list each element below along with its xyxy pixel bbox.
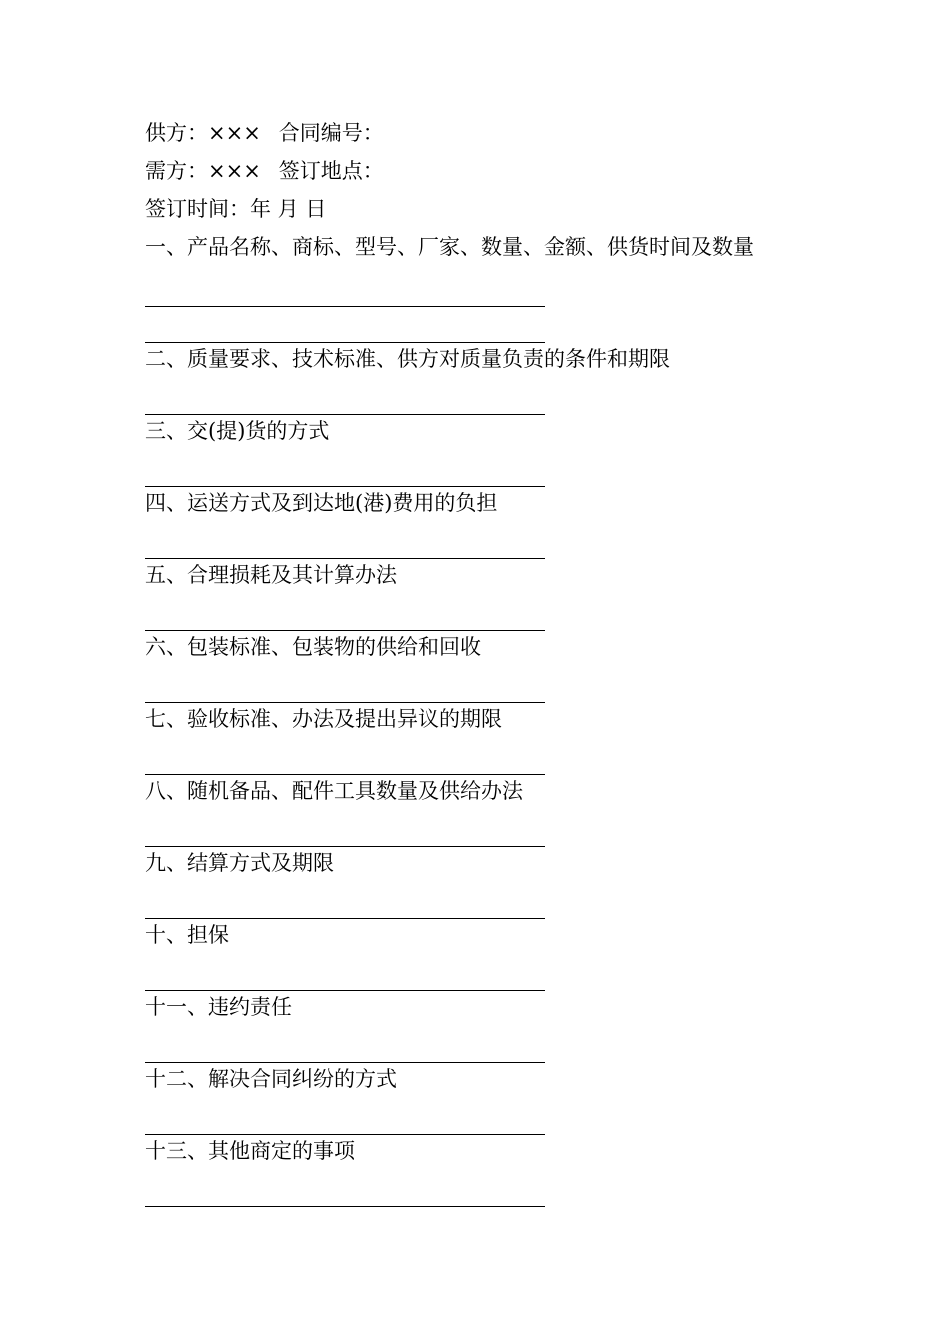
fill-in-blank-line[interactable] — [145, 1102, 545, 1138]
section-title: 十二、解决合同纠纷的方式 — [145, 1067, 397, 1091]
buyer-label: 需方： — [145, 159, 208, 183]
contract-sections — [145, 234, 845, 1210]
contract-document — [145, 120, 845, 1210]
fill-in-blank-line[interactable] — [145, 454, 545, 490]
fill-in-blank-line[interactable] — [145, 1174, 545, 1210]
section-title: 七、验收标准、办法及提出异议的期限 — [145, 707, 502, 731]
fill-in-blank-line[interactable] — [145, 742, 545, 778]
fill-in-blank-line[interactable] — [145, 886, 545, 922]
section-title: 六、包装标准、包装物的供给和回收 — [145, 635, 481, 659]
section-title: 五、合理损耗及其计算办法 — [145, 563, 397, 587]
fill-in-blank-line[interactable] — [145, 382, 545, 418]
buyer-line — [145, 158, 845, 196]
fill-in-blank-line[interactable] — [145, 526, 545, 562]
sign-time-value: 年 月 日 — [250, 197, 327, 221]
section-title: 十一、违约责任 — [145, 995, 292, 1019]
fill-in-blank-line[interactable] — [145, 598, 545, 634]
fill-in-blank-line[interactable] — [145, 958, 545, 994]
section-title: 四、运送方式及到达地(港)费用的负担 — [145, 491, 498, 515]
fill-in-blank-line[interactable] — [145, 270, 545, 310]
fill-in-blank-line[interactable] — [145, 814, 545, 850]
section-title: 八、随机备品、配件工具数量及供给办法 — [145, 779, 523, 803]
section-title: 二、质量要求、技术标准、供方对质量负责的条件和期限 — [145, 347, 670, 371]
section-title: 十三、其他商定的事项 — [145, 1139, 355, 1163]
section-title: 三、交(提)货的方式 — [145, 419, 330, 443]
sign-time-label: 签订时间： — [145, 197, 250, 221]
fill-in-blank-line[interactable] — [145, 670, 545, 706]
section-title: 一、产品名称、商标、型号、厂家、数量、金额、供货时间及数量 — [145, 235, 754, 259]
contract-number-label: 合同编号： — [278, 121, 384, 145]
supplier-label: 供方： — [145, 121, 208, 145]
sign-time-line — [145, 196, 845, 234]
supplier-value: ××× — [208, 121, 261, 145]
sign-place-label: 签订地点： — [278, 159, 384, 183]
section-title: 十、担保 — [145, 923, 229, 947]
fill-in-blank-line[interactable] — [145, 310, 545, 346]
supplier-line — [145, 120, 845, 158]
section-title: 九、结算方式及期限 — [145, 851, 334, 875]
fill-in-blank-line[interactable] — [145, 1030, 545, 1066]
buyer-value: ××× — [208, 159, 261, 183]
